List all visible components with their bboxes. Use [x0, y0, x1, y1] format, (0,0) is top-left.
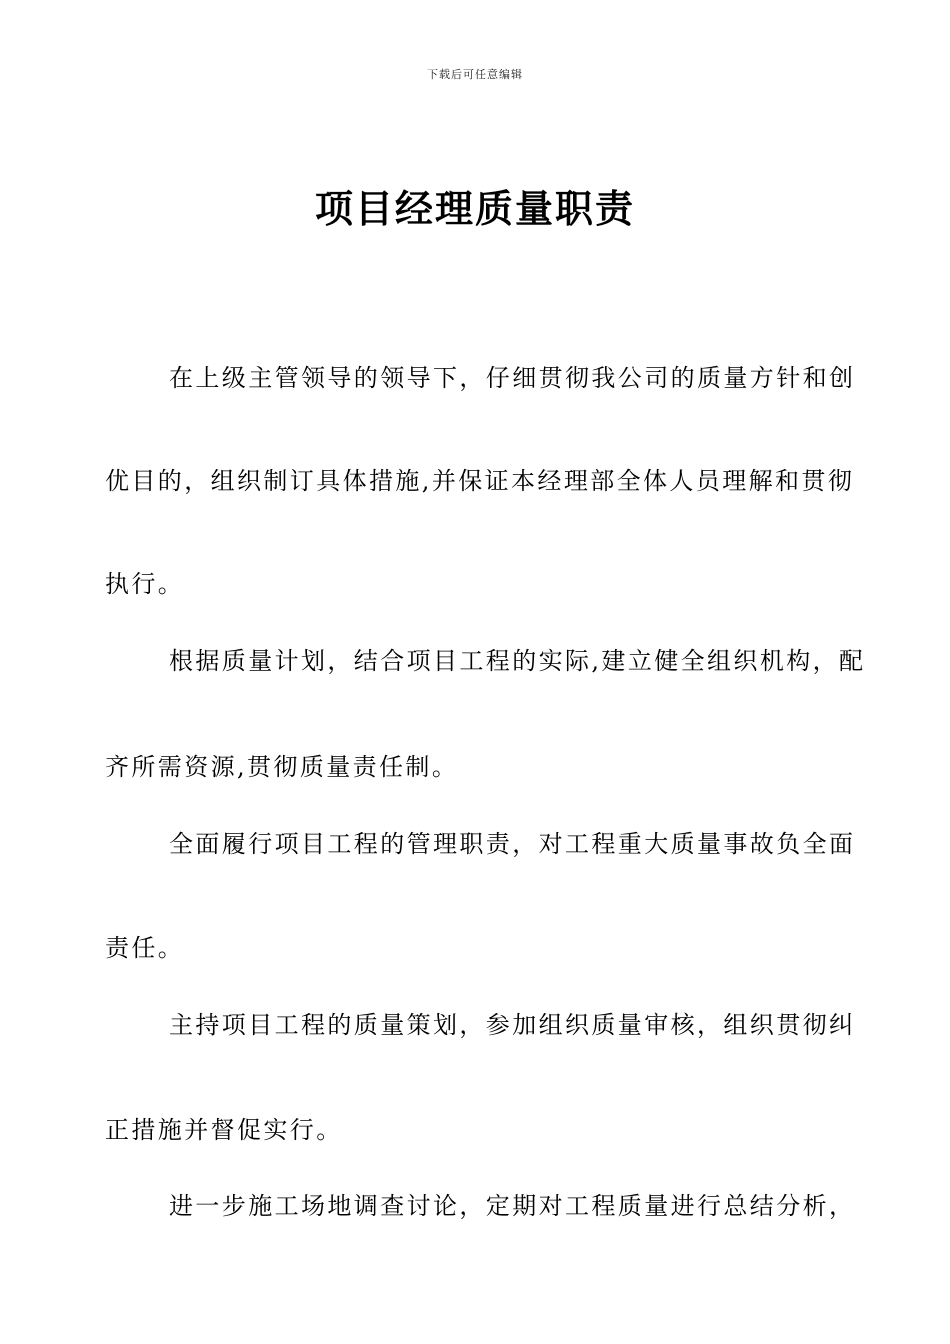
paragraph-line: 主持项目工程的质量策划，参加组织质量审核，组织贯彻纠	[169, 1011, 856, 1039]
paragraph-line: 优目的，组织制订具体措施,并保证本经理部全体人员理解和贯彻	[105, 467, 855, 495]
paragraph-line: 责任。	[105, 934, 185, 962]
header-note: 下载后可任意编辑	[427, 68, 523, 81]
paragraph-line: 根据质量计划，结合项目工程的实际,建立健全组织机构，配	[169, 647, 866, 675]
paragraph-line: 执行。	[105, 570, 185, 598]
paragraph-line: 全面履行项目工程的管理职责，对工程重大质量事故负全面	[169, 830, 856, 858]
paragraph-line: 进一步施工场地调查讨论，定期对工程质量进行总结分析，	[169, 1192, 856, 1220]
paragraph-line: 齐所需资源,贯彻质量责任制。	[105, 753, 459, 781]
document-title: 项目经理质量职责	[314, 186, 635, 231]
paragraph-line: 在上级主管领导的领导下，仔细贯彻我公司的质量方针和创	[169, 364, 856, 392]
paragraph-line: 正措施并督促实行。	[105, 1116, 343, 1144]
